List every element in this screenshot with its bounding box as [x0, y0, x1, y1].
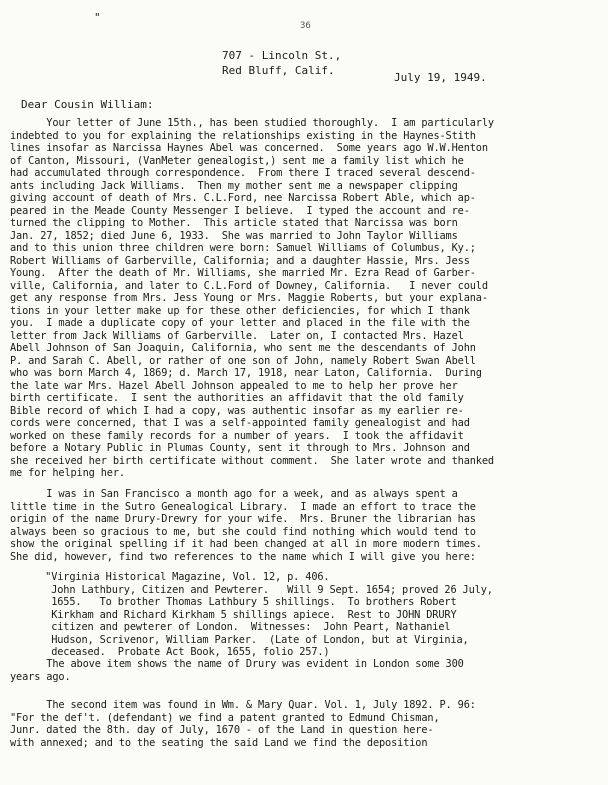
text-line: me for helping her.	[10, 467, 125, 479]
text-line: years ago.	[10, 670, 71, 683]
paragraph-4	[10, 699, 476, 749]
text-line: Young. After the death of Mr. Williams, she married Mr. Ezra Read of Garber-	[10, 267, 476, 279]
return-address	[222, 48, 341, 78]
text-line: lines insofar as Narcissa Haynes Abel was concerned. Some years ago W.W.Henton	[10, 142, 488, 154]
text-line: I was in San Francisco a month ago for a week, and as always spent a	[10, 488, 458, 500]
text-line: Bible record of which I had a copy, was authentic insofar as my earlier re-	[10, 404, 464, 417]
letter-date: July 19, 1949.	[394, 71, 487, 84]
text-line: get any response from Mrs. Jess Young or Mrs. Maggie Roberts, but your explana-	[10, 292, 488, 304]
text-line: Abell Johnson of San Joaquin, California, who sent me the descendants of John	[10, 342, 476, 354]
text-line: Kirkham and Richard Kirkham 5 shillings apiece. Rest to JOHN DRURY	[27, 608, 457, 621]
text-line: letter from Jack Williams of Garberville. Later on, I contacted Mrs. Hazel	[10, 329, 464, 342]
text-line: The above item shows the name of Drury was evident in London some 300	[10, 658, 464, 670]
text-line: Junr. dated the 8th. day of July, 1670 - of the Land in question here-	[10, 724, 434, 736]
text-line: little time in the Sutro Genealogical Library. I made an effort to trace the	[10, 500, 476, 513]
paragraph-3	[10, 658, 464, 683]
text-line: She did, however, find two references to the name which I will give you here:	[10, 550, 476, 563]
text-line: she received her birth certificate without comment. She later wrote and thanked	[10, 454, 494, 467]
text-line: John Lathbury, Citizen and Pewterer. Will 9 Sept. 1654; proved 26 July,	[27, 583, 493, 596]
text-line: and to this union three children were born: Samuel Williams of Columbus, Ky.;	[10, 242, 476, 254]
text-line: Hudson, Scrivenor, William Parker. (Late of London, but at Virginia,	[27, 633, 469, 646]
text-line: ants including Jack Williams. Then my mother sent me a newspaper clipping	[10, 179, 458, 192]
text-line: had accumulated through correspondence. From there I traced several descend-	[10, 167, 476, 179]
address-line-1: 707 - Lincoln St.,	[222, 49, 342, 62]
paragraph-2	[10, 488, 482, 563]
text-line: turned the clipping to Mother. This article stated that Narcissa was born	[10, 217, 458, 229]
text-line: 1655. To brother Thomas Lathbury 5 shillings. To brothers Robert	[27, 596, 457, 608]
stray-mark: "	[94, 11, 101, 24]
text-line: giving account of death of Mrs. C.L.Ford, nee Narcissa Robert Able, which ap-	[10, 192, 476, 204]
text-line: ville, California, and later to C.L.Ford of Downey, California. I never could	[10, 279, 488, 292]
text-line: P. and Sarah C. Abell, or rather of one son of John, namely Robert Swan Abell	[10, 354, 476, 367]
text-line: the late war Mrs. Hazel Abell Johnson appealed to me to help her prove her	[10, 379, 458, 392]
text-line: cords were concerned, that I was a self-appointed family genealogist and had	[10, 417, 470, 429]
text-line: show the original spelling if it had been changed at all in more modern times.	[10, 538, 482, 550]
text-line: Robert Williams of Garberville, California; and a daughter Hassie, Mrs. Jess	[10, 254, 470, 267]
text-line: before a Notary Public in Plumas County, sent it through to Mrs. Johnson and	[10, 442, 470, 454]
text-line: peared in the Meade County Messenger I believe. I typed the account and re-	[10, 204, 470, 217]
text-line: tions in your letter make up for these other deficiencies, for which I thank	[10, 304, 470, 317]
page-number: 36	[300, 21, 311, 31]
text-line: of Canton, Missouri, (VanMeter genealogist,) sent me a family list which he	[10, 154, 464, 167]
text-line: Your letter of June 15th., has been studied thoroughly. I am particularly	[10, 117, 494, 129]
text-line: Jan. 27, 1852; died June 6, 1933. She was married to John Taylor Williams	[10, 229, 458, 242]
text-line: "Virginia Historical Magazine, Vol. 12, p. 406.	[27, 571, 330, 583]
text-line: origin of the name Drury-Drewry for your wife. Mrs. Bruner the librarian has	[10, 513, 476, 525]
text-line: "For the def't. (defendant) we find a patent granted to Edmund Chisman,	[10, 711, 440, 724]
text-line: birth certificate. I sent the authorities an affidavit that the old family	[10, 392, 464, 404]
text-line: citizen and pewterer of London. Witnesses: John Peart, Nathaniel	[27, 621, 451, 633]
salutation: Dear Cousin William:	[21, 98, 154, 111]
text-line: always been so gracious to me, but she could find nothing which would tend to	[10, 525, 476, 538]
quotation-1	[27, 571, 493, 659]
text-line: worked on these family records for a number of years. I took the affidavit	[10, 429, 464, 442]
text-line: who was born March 4, 1869; d. March 17, 1918, near Laton, California. During	[10, 367, 482, 379]
text-line: with annexed; and to the seating the said Land we find the deposition	[10, 736, 428, 749]
text-line: deceased. Probate Act Book, 1655, folio 257.)	[27, 646, 330, 658]
text-line: The second item was found in Wm. & Mary Quar. Vol. 1, July 1892. P. 96:	[10, 699, 476, 711]
paragraph-1	[10, 117, 494, 480]
address-line-2: Red Bluff, Calif.	[222, 64, 335, 77]
text-line: you. I made a duplicate copy of your letter and placed in the file with the	[10, 317, 470, 329]
text-line: indebted to you for explaining the relationships existing in the Haynes-Stith	[10, 129, 476, 142]
